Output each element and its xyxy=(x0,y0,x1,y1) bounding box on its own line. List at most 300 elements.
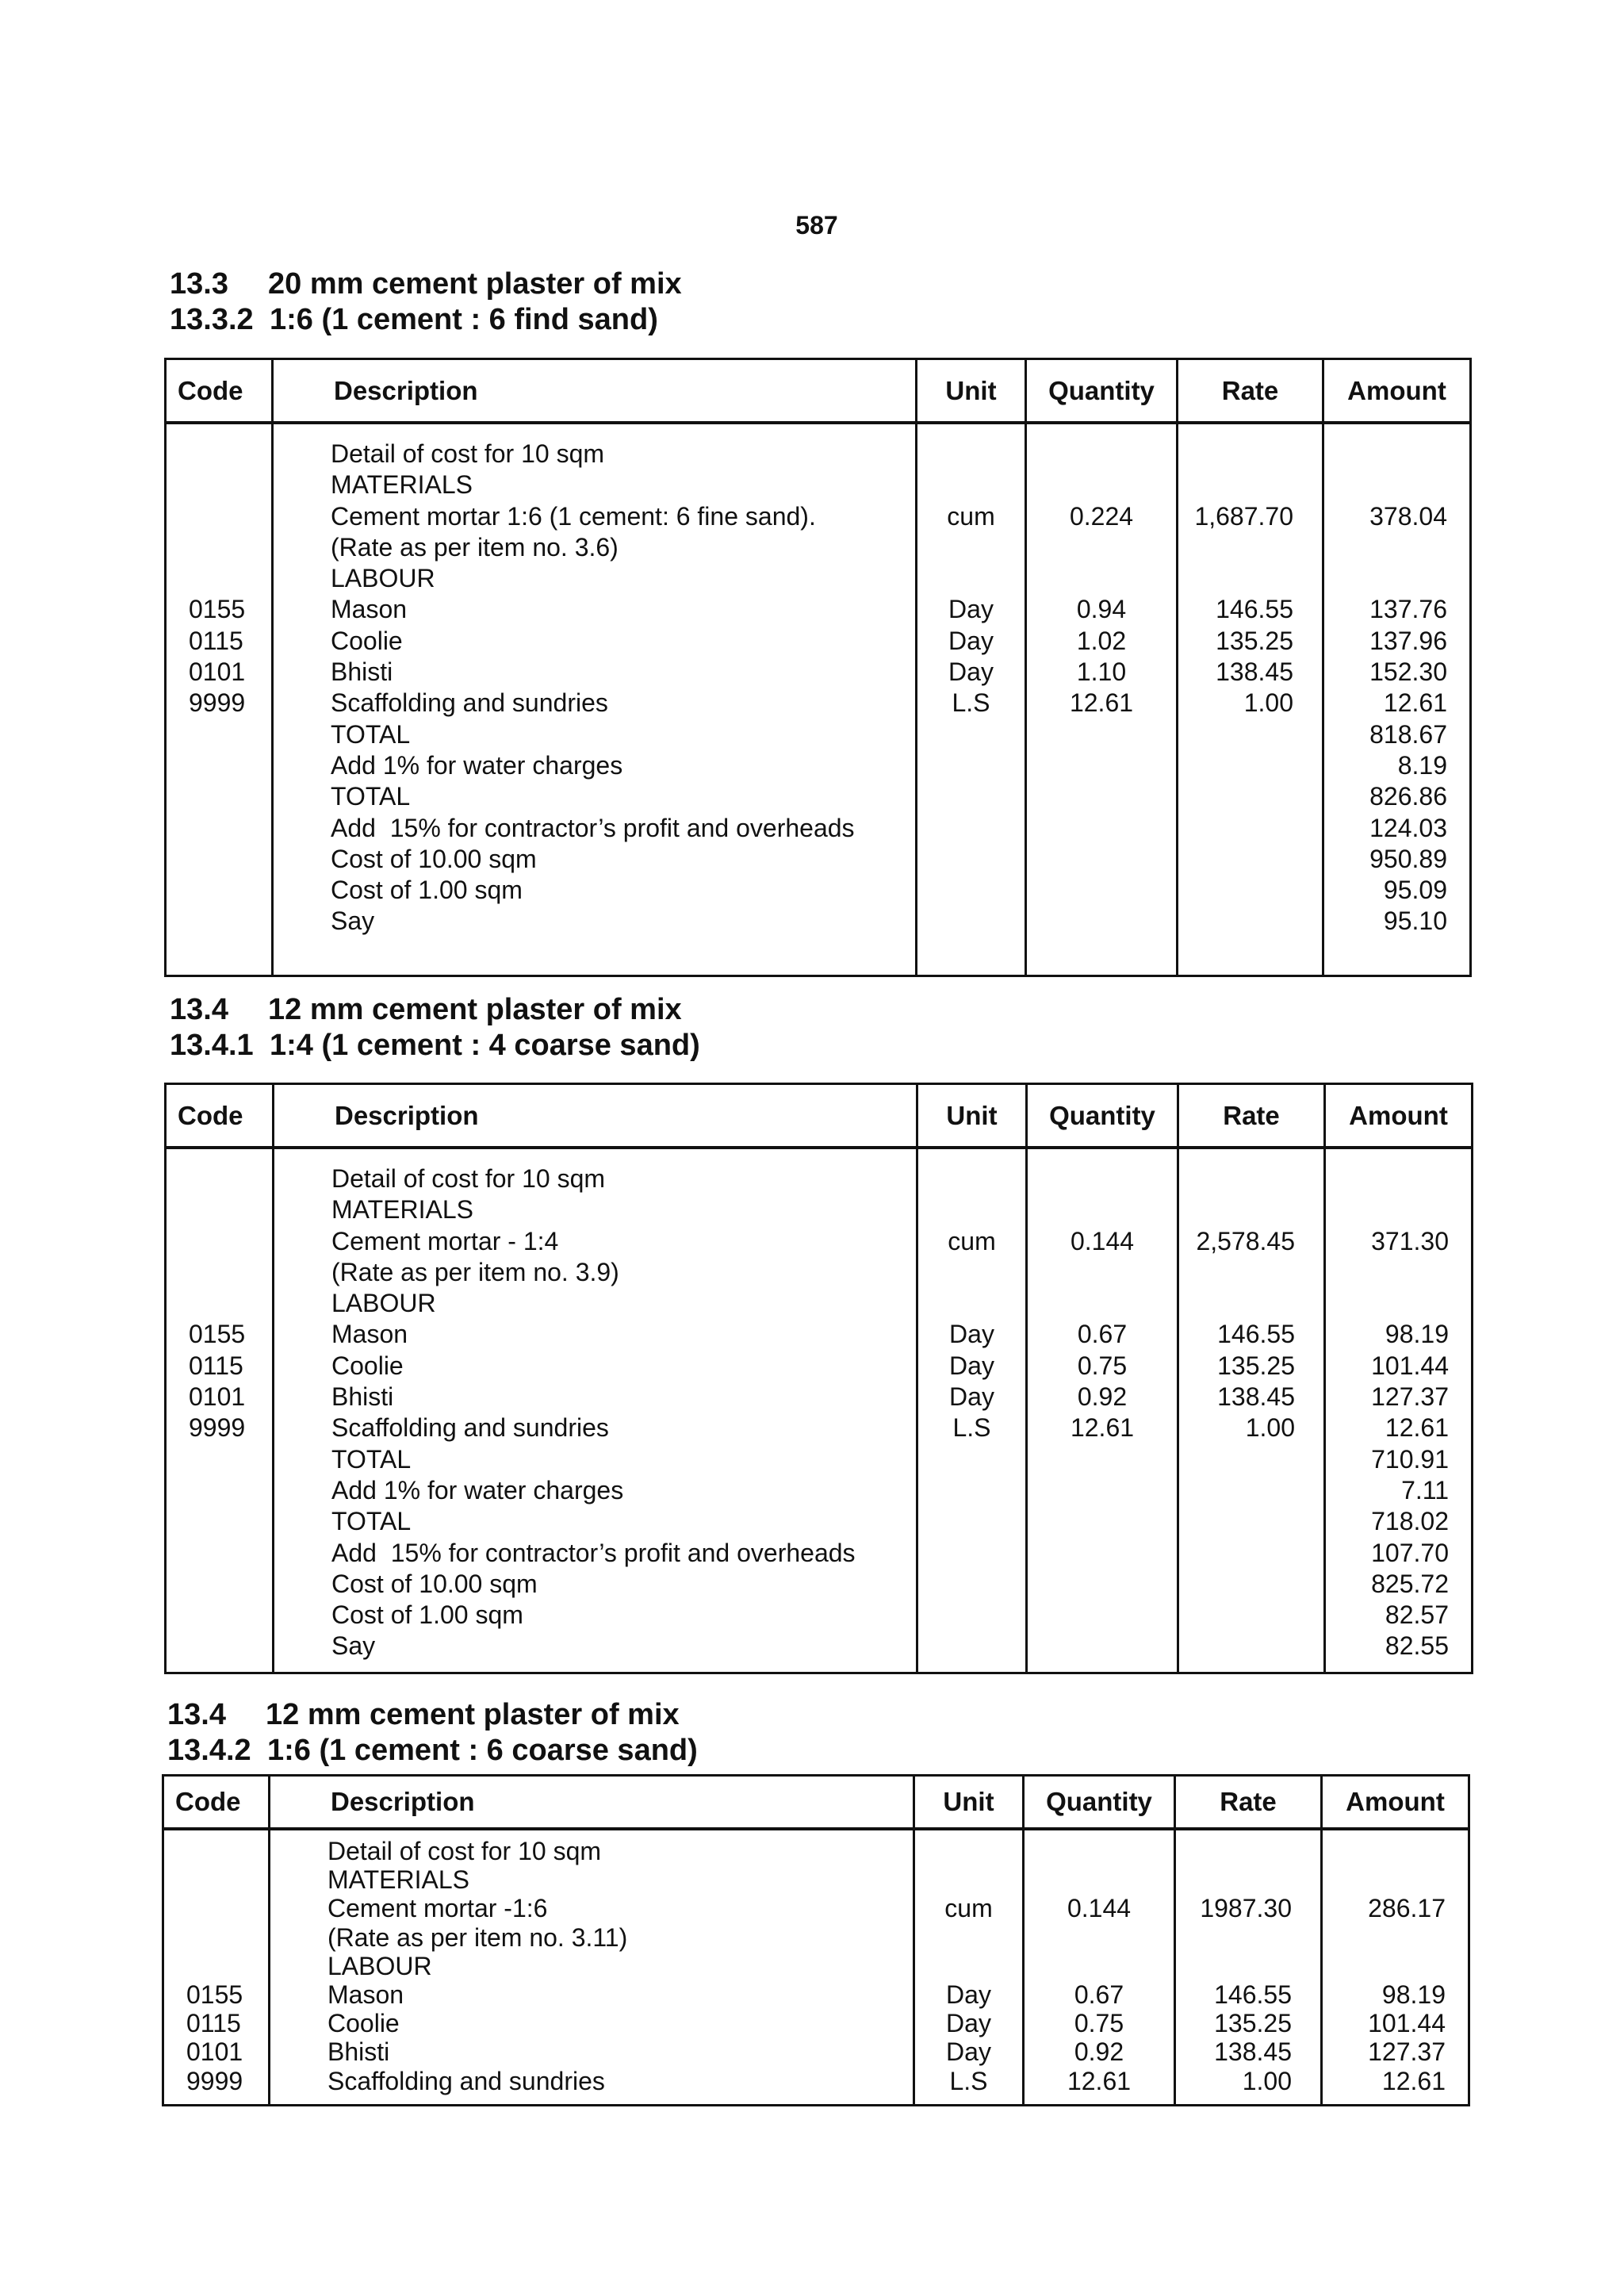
quantity-cell: 0.75 xyxy=(1077,1351,1128,1380)
description-cell: (Rate as per item no. 3.9) xyxy=(331,1257,619,1286)
description-cell: Add 15% for contractor’s profit and overheads xyxy=(331,1538,856,1567)
unit-cell: L.S xyxy=(949,2066,988,2095)
rate-cell xyxy=(1178,532,1322,563)
description-cell: MATERIALS xyxy=(331,1195,473,1225)
rate-cell xyxy=(1176,1837,1320,1865)
subsection-title: 1:6 (1 cement : 6 coarse sand) xyxy=(267,1734,698,1767)
section-heading xyxy=(170,267,682,301)
description-cell: Bhisti xyxy=(327,2037,390,2067)
subsection-number: 13.3.2 xyxy=(170,303,254,336)
code-cell: 0115 xyxy=(189,1351,243,1380)
amount-cell xyxy=(1323,1865,1468,1894)
amount-cell: 7.11 xyxy=(1401,1475,1449,1504)
rate-cell xyxy=(1178,563,1322,594)
subsection-number: 13.4.1 xyxy=(170,1029,254,1062)
unit-cell xyxy=(918,1475,1025,1506)
amount-cell xyxy=(1324,563,1469,594)
code-cell: 9999 xyxy=(186,2066,243,2095)
rate-cell xyxy=(1176,1952,1320,1980)
rate-cell xyxy=(1178,844,1322,875)
amount-cell xyxy=(1326,1288,1471,1319)
description-cell: Coolie xyxy=(331,626,403,655)
unit-cell xyxy=(917,439,1025,470)
header-code: Code xyxy=(166,1084,274,1148)
section-title: 12 mm cement plaster of mix xyxy=(266,1698,680,1731)
description-cell: TOTAL xyxy=(331,1507,412,1536)
description-cell: (Rate as per item no. 3.11) xyxy=(327,1922,628,1952)
quantity-cell: 1.02 xyxy=(1076,626,1127,655)
code-cell xyxy=(167,1600,272,1631)
rate-cell xyxy=(1179,1569,1323,1600)
code-cell: 0101 xyxy=(186,2037,243,2067)
unit-cell xyxy=(918,1194,1025,1225)
description-cell: (Rate as per item no. 3.6) xyxy=(331,532,619,562)
amount-cell xyxy=(1326,1257,1471,1288)
description-cell: Scaffolding and sundries xyxy=(327,2066,605,2095)
rate-cell xyxy=(1179,1631,1323,1662)
description-cell: Cost of 10.00 sqm xyxy=(331,844,537,873)
code-cell: 0155 xyxy=(189,595,246,624)
code-cell xyxy=(167,813,271,844)
code-cell: 0101 xyxy=(189,1382,246,1412)
quantity-cell xyxy=(1028,1631,1177,1662)
description-cell: Say xyxy=(331,907,375,936)
table-body-row xyxy=(166,1148,1473,1673)
code-cell xyxy=(167,1163,272,1194)
rate-cell: 146.55 xyxy=(1217,1320,1295,1349)
rate-cell xyxy=(1176,1865,1320,1894)
description-cell: Cement mortar - 1:4 xyxy=(331,1226,559,1255)
header-description: Description xyxy=(270,1776,914,1830)
unit-cell xyxy=(918,1631,1025,1662)
unit-cell: Day xyxy=(946,2037,991,2067)
unit-cell xyxy=(917,813,1025,844)
description-cell: Detail of cost for 10 sqm xyxy=(331,1164,606,1193)
rate-cell: 1987.30 xyxy=(1200,1894,1292,1923)
unit-column xyxy=(914,1829,1024,2105)
code-cell: 9999 xyxy=(189,688,246,718)
amount-cell: 95.09 xyxy=(1383,876,1447,905)
unit-cell xyxy=(918,1288,1025,1319)
quantity-cell: 0.75 xyxy=(1074,2009,1124,2038)
code-cell xyxy=(167,750,271,781)
amount-cell: 101.44 xyxy=(1371,1351,1449,1380)
code-cell xyxy=(164,1952,268,1980)
rate-cell xyxy=(1179,1600,1323,1631)
quantity-column xyxy=(1024,1829,1175,2105)
section-title: 20 mm cement plaster of mix xyxy=(268,267,682,301)
quantity-column xyxy=(1026,423,1178,976)
rate-cell: 2,578.45 xyxy=(1196,1226,1295,1255)
code-cell: 9999 xyxy=(189,1413,246,1443)
quantity-cell xyxy=(1028,1257,1177,1288)
unit-cell xyxy=(915,1865,1022,1894)
amount-cell: 378.04 xyxy=(1369,501,1447,531)
unit-cell: Day xyxy=(946,2009,991,2038)
code-cell: 0115 xyxy=(186,2009,241,2038)
amount-cell: 127.37 xyxy=(1371,1382,1449,1412)
code-cell xyxy=(164,1923,268,1952)
unit-cell xyxy=(915,1952,1022,1980)
code-cell xyxy=(164,1837,268,1865)
header-code: Code xyxy=(163,1776,270,1830)
header-unit: Unit xyxy=(917,1084,1027,1148)
description-cell: TOTAL xyxy=(331,1444,412,1474)
description-cell: Mason xyxy=(327,1980,404,2009)
subsection-number: 13.4.2 xyxy=(167,1734,251,1767)
quantity-cell: 12.61 xyxy=(1069,688,1134,718)
unit-cell: L.S xyxy=(952,688,990,718)
description-cell: Scaffolding and sundries xyxy=(331,1413,609,1443)
amount-column xyxy=(1322,1829,1469,2105)
unit-cell: Day xyxy=(949,1351,994,1380)
unit-cell xyxy=(917,750,1025,781)
subsection-title: 1:6 (1 cement : 6 find sand) xyxy=(270,303,658,336)
quantity-cell: 0.224 xyxy=(1069,501,1134,531)
code-column xyxy=(166,1148,274,1673)
table-header-row xyxy=(166,359,1471,424)
subsection-title: 1:4 (1 cement : 4 coarse sand) xyxy=(270,1029,700,1062)
description-cell: Mason xyxy=(331,1320,408,1349)
amount-cell xyxy=(1323,1923,1468,1952)
amount-column xyxy=(1325,1148,1473,1673)
header-rate: Rate xyxy=(1175,1776,1322,1830)
code-cell xyxy=(167,781,271,812)
quantity-cell xyxy=(1027,719,1176,750)
subsection-heading xyxy=(167,1734,698,1768)
quantity-cell xyxy=(1027,470,1176,500)
rate-cell: 146.55 xyxy=(1214,1980,1292,2009)
code-cell: 0155 xyxy=(189,1320,246,1349)
code-cell xyxy=(167,501,271,532)
description-column xyxy=(274,1148,917,1673)
rate-cell: 1,687.70 xyxy=(1194,501,1293,531)
header-rate: Rate xyxy=(1178,359,1323,424)
description-cell: MATERIALS xyxy=(327,1865,469,1895)
amount-cell: 101.44 xyxy=(1368,2009,1446,2038)
description-column xyxy=(270,1829,914,2105)
description-cell: Add 1% for water charges xyxy=(331,750,623,780)
table-header-row xyxy=(166,1084,1473,1148)
subsection-heading xyxy=(170,303,658,337)
rate-cell xyxy=(1178,875,1322,906)
amount-cell: 127.37 xyxy=(1368,2037,1446,2067)
amount-cell: 137.96 xyxy=(1369,626,1447,655)
quantity-cell: 1.10 xyxy=(1076,657,1127,687)
code-cell xyxy=(167,563,271,594)
quantity-cell: 0.144 xyxy=(1067,1894,1132,1923)
header-description: Description xyxy=(274,1084,917,1148)
quantity-cell xyxy=(1028,1163,1177,1194)
unit-cell xyxy=(918,1506,1025,1537)
quantity-cell xyxy=(1025,1865,1174,1894)
code-cell xyxy=(167,439,271,470)
cost-table xyxy=(162,1774,1470,2106)
code-cell xyxy=(167,1569,272,1600)
rate-cell xyxy=(1179,1163,1323,1194)
section-title: 12 mm cement plaster of mix xyxy=(268,993,682,1026)
code-cell xyxy=(167,875,271,906)
unit-cell xyxy=(917,532,1025,563)
unit-column xyxy=(917,1148,1027,1673)
rate-cell xyxy=(1179,1194,1323,1225)
code-cell xyxy=(167,1475,272,1506)
unit-cell xyxy=(918,1538,1025,1569)
quantity-cell xyxy=(1028,1569,1177,1600)
description-cell: LABOUR xyxy=(331,564,435,593)
unit-cell: Day xyxy=(949,1320,994,1349)
amount-cell: 718.02 xyxy=(1371,1507,1449,1536)
rate-cell xyxy=(1176,1923,1320,1952)
amount-cell: 8.19 xyxy=(1397,750,1447,780)
quantity-column xyxy=(1027,1148,1178,1673)
unit-cell: cum xyxy=(948,1226,996,1255)
unit-cell xyxy=(918,1257,1025,1288)
rate-cell xyxy=(1178,719,1322,750)
unit-cell: Day xyxy=(949,1382,994,1412)
section-heading xyxy=(167,1698,680,1732)
code-cell: 0155 xyxy=(186,1980,243,2009)
amount-cell xyxy=(1324,470,1469,500)
unit-cell: Day xyxy=(948,626,994,655)
amount-cell: 825.72 xyxy=(1371,1569,1449,1598)
amount-cell: 124.03 xyxy=(1369,813,1447,842)
description-cell: Cost of 1.00 sqm xyxy=(331,1600,523,1630)
unit-cell xyxy=(918,1444,1025,1475)
description-cell: Add 15% for contractor’s profit and overheads xyxy=(331,813,855,842)
quantity-cell: 0.92 xyxy=(1074,2037,1124,2067)
description-cell: Scaffolding and sundries xyxy=(331,688,608,718)
quantity-cell xyxy=(1028,1194,1177,1225)
description-cell: TOTAL xyxy=(331,719,411,749)
amount-cell xyxy=(1324,439,1469,470)
unit-column xyxy=(917,423,1026,976)
cost-table xyxy=(164,1083,1473,1674)
unit-cell: L.S xyxy=(952,1413,991,1443)
amount-cell xyxy=(1324,532,1469,563)
quantity-cell xyxy=(1028,1475,1177,1506)
cost-table xyxy=(164,358,1472,977)
table-header-row xyxy=(163,1776,1469,1830)
table-body-row xyxy=(166,423,1471,976)
code-cell xyxy=(167,1194,272,1225)
rate-cell xyxy=(1179,1475,1323,1506)
header-quantity: Quantity xyxy=(1026,359,1178,424)
code-column xyxy=(166,423,273,976)
quantity-cell xyxy=(1028,1288,1177,1319)
header-amount: Amount xyxy=(1322,1776,1469,1830)
amount-cell: 286.17 xyxy=(1368,1894,1446,1923)
description-cell: Detail of cost for 10 sqm xyxy=(327,1837,602,1865)
quantity-cell xyxy=(1027,781,1176,812)
description-cell: Bhisti xyxy=(331,657,393,687)
description-cell: Cement mortar 1:6 (1 cement: 6 fine sand). xyxy=(331,501,816,531)
amount-cell xyxy=(1326,1194,1471,1225)
table-body-row xyxy=(163,1829,1469,2105)
code-cell xyxy=(167,1257,272,1288)
rate-cell: 138.45 xyxy=(1217,1382,1295,1412)
quantity-cell xyxy=(1027,750,1176,781)
rate-column xyxy=(1178,1148,1325,1673)
unit-cell: Day xyxy=(946,1980,991,2009)
amount-cell: 95.10 xyxy=(1383,907,1447,936)
quantity-cell xyxy=(1025,1923,1174,1952)
rate-cell: 1.00 xyxy=(1245,1413,1295,1443)
quantity-cell xyxy=(1027,875,1176,906)
code-cell xyxy=(167,1506,272,1537)
rate-cell xyxy=(1178,470,1322,500)
amount-cell: 950.89 xyxy=(1369,844,1447,873)
amount-cell: 371.30 xyxy=(1371,1226,1449,1255)
rate-cell xyxy=(1178,781,1322,812)
code-cell xyxy=(167,470,271,500)
code-cell xyxy=(167,1631,272,1662)
rate-cell xyxy=(1178,439,1322,470)
quantity-cell: 0.94 xyxy=(1076,595,1127,624)
code-cell xyxy=(167,1444,272,1475)
amount-cell: 818.67 xyxy=(1369,719,1447,749)
quantity-cell xyxy=(1027,844,1176,875)
unit-cell xyxy=(917,719,1025,750)
rate-cell xyxy=(1178,906,1322,937)
quantity-cell xyxy=(1027,813,1176,844)
amount-cell: 107.70 xyxy=(1371,1538,1449,1567)
subsection-heading xyxy=(170,1029,700,1063)
description-column xyxy=(273,423,917,976)
rate-cell: 1.00 xyxy=(1242,2066,1292,2095)
amount-cell xyxy=(1323,1837,1468,1865)
quantity-cell xyxy=(1028,1600,1177,1631)
quantity-cell xyxy=(1028,1444,1177,1475)
header-quantity: Quantity xyxy=(1024,1776,1175,1830)
header-rate: Rate xyxy=(1178,1084,1325,1148)
section-number: 13.4 xyxy=(170,993,228,1026)
unit-cell xyxy=(917,875,1025,906)
amount-cell: 826.86 xyxy=(1369,782,1447,811)
code-cell xyxy=(164,1894,268,1922)
unit-cell xyxy=(918,1569,1025,1600)
amount-cell: 710.91 xyxy=(1371,1444,1449,1474)
code-cell xyxy=(167,1288,272,1319)
header-amount: Amount xyxy=(1325,1084,1473,1148)
amount-cell: 12.61 xyxy=(1385,1413,1449,1443)
quantity-cell xyxy=(1025,1837,1174,1865)
rate-cell xyxy=(1178,813,1322,844)
header-unit: Unit xyxy=(914,1776,1024,1830)
section-number: 13.4 xyxy=(167,1698,226,1731)
header-amount: Amount xyxy=(1323,359,1471,424)
unit-cell xyxy=(917,844,1025,875)
section-number: 13.3 xyxy=(170,267,228,301)
code-cell xyxy=(167,1538,272,1569)
amount-cell xyxy=(1326,1163,1471,1194)
amount-cell: 12.61 xyxy=(1383,688,1447,718)
rate-column xyxy=(1178,423,1323,976)
quantity-cell xyxy=(1027,906,1176,937)
amount-cell: 98.19 xyxy=(1385,1320,1449,1349)
quantity-cell: 0.92 xyxy=(1077,1382,1128,1412)
amount-cell xyxy=(1323,1952,1468,1980)
header-code: Code xyxy=(166,359,273,424)
unit-cell xyxy=(918,1163,1025,1194)
code-cell xyxy=(167,1226,272,1257)
quantity-cell xyxy=(1025,1952,1174,1980)
quantity-cell xyxy=(1027,563,1176,594)
rate-cell: 138.45 xyxy=(1216,657,1293,687)
header-quantity: Quantity xyxy=(1027,1084,1178,1148)
description-cell: Cement mortar -1:6 xyxy=(327,1894,548,1923)
unit-cell xyxy=(917,470,1025,500)
description-cell: LABOUR xyxy=(331,1289,436,1318)
description-cell: Coolie xyxy=(331,1351,404,1380)
unit-cell xyxy=(917,781,1025,812)
description-cell: Add 1% for water charges xyxy=(331,1475,624,1504)
quantity-cell: 0.67 xyxy=(1077,1320,1128,1349)
description-cell: TOTAL xyxy=(331,782,411,811)
unit-cell xyxy=(915,1923,1022,1952)
code-cell: 0101 xyxy=(189,657,246,687)
rate-cell: 138.45 xyxy=(1214,2037,1292,2067)
code-cell xyxy=(167,532,271,563)
description-cell: Cost of 1.00 sqm xyxy=(331,876,523,905)
quantity-cell xyxy=(1028,1538,1177,1569)
amount-cell: 82.57 xyxy=(1385,1600,1449,1630)
rate-cell xyxy=(1179,1444,1323,1475)
amount-cell: 98.19 xyxy=(1381,1980,1446,2009)
rate-cell: 135.25 xyxy=(1217,1351,1295,1380)
header-description: Description xyxy=(273,359,917,424)
rate-cell xyxy=(1179,1257,1323,1288)
description-cell: Mason xyxy=(331,595,408,624)
rate-cell: 135.25 xyxy=(1216,626,1293,655)
code-cell: 0115 xyxy=(189,626,243,655)
rate-cell: 146.55 xyxy=(1216,595,1293,624)
quantity-cell: 0.67 xyxy=(1074,1980,1124,2009)
unit-cell: cum xyxy=(947,501,995,531)
quantity-cell xyxy=(1027,439,1176,470)
rate-cell: 135.25 xyxy=(1214,2009,1292,2038)
description-cell: Cost of 10.00 sqm xyxy=(331,1569,538,1598)
rate-cell xyxy=(1179,1288,1323,1319)
unit-cell: cum xyxy=(944,1894,993,1923)
unit-cell xyxy=(917,906,1025,937)
quantity-cell xyxy=(1027,532,1176,563)
code-cell xyxy=(167,844,271,875)
description-cell: Bhisti xyxy=(331,1382,394,1412)
code-cell xyxy=(167,906,271,937)
rate-cell xyxy=(1179,1538,1323,1569)
code-column xyxy=(163,1829,270,2105)
page-number: 587 xyxy=(795,211,838,240)
code-cell xyxy=(167,719,271,750)
description-cell: LABOUR xyxy=(327,1951,432,1980)
unit-cell xyxy=(917,563,1025,594)
unit-cell: Day xyxy=(948,657,994,687)
header-unit: Unit xyxy=(917,359,1026,424)
unit-cell xyxy=(915,1837,1022,1865)
rate-column xyxy=(1175,1829,1322,2105)
description-cell: MATERIALS xyxy=(331,470,473,500)
amount-cell: 137.76 xyxy=(1369,595,1447,624)
quantity-cell: 12.61 xyxy=(1067,2066,1132,2095)
amount-cell: 152.30 xyxy=(1369,657,1447,687)
unit-cell xyxy=(918,1600,1025,1631)
description-cell: Detail of cost for 10 sqm xyxy=(331,439,605,468)
quantity-cell: 12.61 xyxy=(1070,1413,1135,1443)
description-cell: Say xyxy=(331,1631,376,1661)
section-heading xyxy=(170,993,682,1027)
amount-column xyxy=(1323,423,1471,976)
